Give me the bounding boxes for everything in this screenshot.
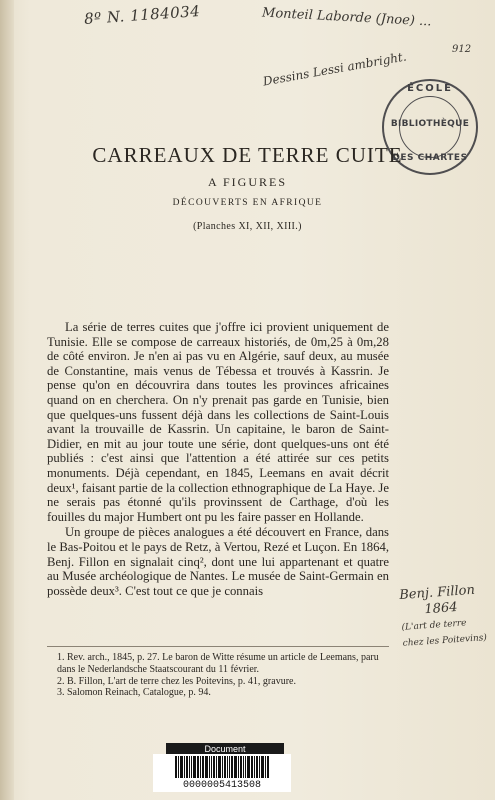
article-title: CARREAUX DE TERRE CUITE	[92, 143, 403, 167]
plates-reference: (Planches XI, XII, XIII.)	[193, 221, 302, 232]
footnote-1: 1. Rev. arch., 1845, p. 27. Le baron de Witte résume un article de Leemans, paru dans le Nederlandsche Staatscourant du 11 février.	[57, 652, 379, 675]
body-text	[47, 320, 389, 598]
paragraph-2: Un groupe de pièces analogues a été découvert en France, dans le Bas-Poitou et le pays de Retz, à Vertou, Rezé et Luçon. En 1864, Benj. Fillon en signalait cinq², dont une lui appartenant et quatre au Musée archéologique de Nantes. Le musée de Saint-Germain en possède deux³. C'est tout ce que je connais	[47, 525, 389, 598]
handwritten-author-note: Monteil Laborde (Jnoe) ...	[261, 5, 432, 30]
margin-note-line-1: Benj. Fillon	[398, 582, 476, 603]
margin-note-line-4: chez les Poitevins)	[402, 633, 488, 649]
stamp-bottom-text: DES CHARTES	[392, 153, 468, 163]
handwritten-shelfmark: 8º N. 1184034	[83, 1, 201, 29]
footnote-divider	[47, 646, 389, 647]
footnotes	[47, 652, 389, 699]
page-edge-shadow	[0, 0, 14, 800]
handwritten-dedication: Dessins Lessi ambright.	[261, 49, 408, 89]
stamp-top-text: ÉCOLE	[407, 83, 453, 94]
stamp-middle-text: BIBLIOTHÈQUE	[390, 119, 470, 129]
document-label: Document	[166, 743, 284, 755]
footnote-2: 2. B. Fillon, L'art de terre chez les Poitevins, p. 41, gravure.	[57, 675, 296, 687]
handwritten-code: 912	[452, 44, 472, 55]
paragraph-1: La série de terres cuites que j'offre ici provient uniquement de Tunisie. Elle se compose de carreaux historiés, de 0m,25 à 0m,28 de côté environ. Je n'en ai pas vu en Algérie, sauf deux, au musée de Constantine, mais venus de Tébessa et trouvés à Kassrin. Je pense qu'on en découvrira dans toutes les provinces africaines quand on en cherchera. On n'y prenait pas garde en Tunisie, bien que quelques-uns fussent déjà dans les collections de Saint-Louis avant la trouvaille de Kassrin. Un capitaine, le baron de Saint-Didier, en mit au jour toute une série, dont quelques-uns ont été publiés : c'est ainsi que l'attention a été attirée sur ces petits monuments. Déjà cependant, en 1845, Leemans en avait décrit deux¹, faisant partie de la collection ethnographique de La Haye. Je ne serais pas étonné qu'ils provinssent de Carthage, d'où les fouilles du major Humbert ont pu les faire passer en Hollande.	[47, 320, 389, 524]
article-subtitle: A FIGURES	[207, 175, 287, 189]
barcode-number: 0000005413508	[153, 780, 291, 792]
article-title-block	[0, 143, 495, 232]
footnote-3: 3. Salomon Reinach, Catalogue, p. 94.	[57, 687, 211, 699]
margin-note-line-2: 1864	[423, 599, 458, 618]
article-subtitle-2: DÉCOUVERTS EN AFRIQUE	[172, 198, 323, 208]
margin-annotation	[399, 582, 488, 652]
margin-note-line-3: (L'art de terre	[401, 618, 467, 633]
barcode	[153, 754, 291, 780]
